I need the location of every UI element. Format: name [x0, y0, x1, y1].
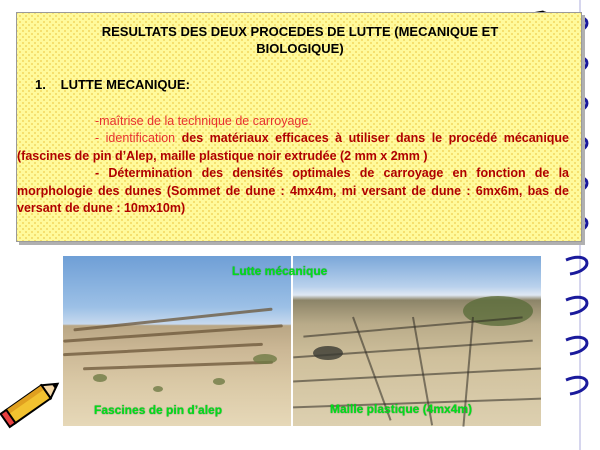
photo-maille-caption: Maille plastique (4mx4m) — [330, 402, 473, 416]
section-heading — [35, 77, 190, 92]
photos-group-caption: Lutte mécanique — [232, 264, 328, 278]
bullet-determination-text: - Détermination des densités optimales de carroyage en fonction de la morphologie des dunes (Sommet de dune : 4mx4m, mi versant de dune : 6mx6m, bas de versant de dune : 10mx10m) — [17, 166, 569, 216]
photo-fascines — [63, 256, 291, 426]
section-title: LUTTE MECANIQUE: — [60, 77, 190, 92]
pencil-icon — [0, 362, 70, 442]
photo-maille — [293, 256, 541, 426]
content-box — [16, 12, 582, 242]
bullet-identification-lead: - identification — [95, 131, 176, 146]
slide-title: RESULTATS DES DEUX PROCEDES DE LUTTE (MECANIQUE ET BIOLOGIQUE) — [101, 24, 499, 56]
results-list — [17, 113, 570, 217]
photo-fascines-caption: Fascines de pin d’alep — [94, 403, 223, 417]
section-number: 1. — [35, 77, 46, 92]
bullet-identification — [17, 130, 569, 165]
bullet-determination — [17, 165, 569, 217]
bullet-maitrise-text: -maîtrise de la technique de carroyage. — [95, 114, 312, 128]
bullet-identification-text: des matériaux efficaces à utiliser dans le procédé mécanique (fascines de pin d’Alep, maille plastique noir extrudée (2 mm x 2mm ) — [17, 131, 570, 163]
bullet-maitrise — [57, 113, 569, 130]
